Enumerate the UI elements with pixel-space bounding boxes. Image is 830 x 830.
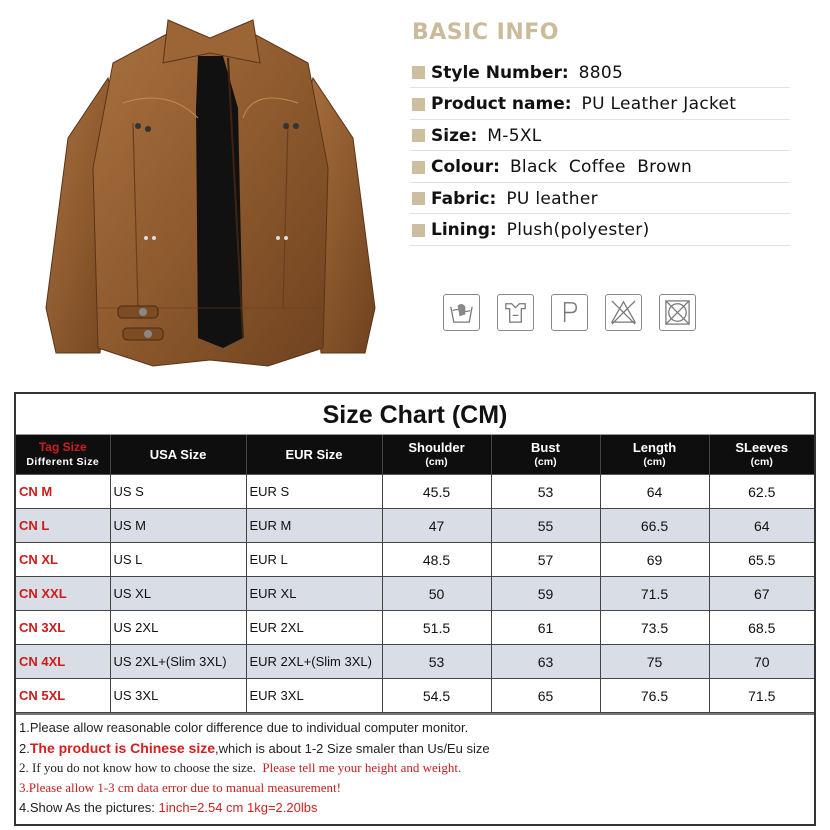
header-shoulder [382,435,491,475]
note-chinese-size-detail: ,which is about 1-2 Size smaler than Us/Eu size [215,741,490,756]
cell-length: 69 [600,543,709,577]
header-tag-size [16,435,110,475]
cell-us-size: US L [110,543,246,577]
info-label: Style Number: [431,62,569,83]
cell-shoulder: 53 [382,645,491,679]
cell-bust: 53 [491,475,600,509]
header-unit: (cm) [425,455,448,468]
header-shoulder-label: Shoulder [408,439,465,455]
cell-cn-size: CN 4XL [16,645,110,679]
bullet-square-icon [412,66,425,79]
cell-sleeves: 71.5 [709,679,814,713]
info-value: 8805 [578,62,624,83]
header-unit: (cm) [534,455,557,468]
cell-eur-size: EUR L [246,543,382,577]
table-row [16,645,814,679]
cell-length: 71.5 [600,577,709,611]
header-eur-size: EUR Size [246,435,382,475]
cell-sleeves: 67 [709,577,814,611]
bullet-square-icon [412,98,425,111]
cell-sleeves: 62.5 [709,475,814,509]
note-measurement-error-text: 3.Please allow 1-3 cm data error due to manual measurement! [19,780,341,795]
cell-shoulder: 47 [382,509,491,543]
size-notes [16,713,814,818]
table-row [16,543,814,577]
cell-bust: 55 [491,509,600,543]
cell-length: 73.5 [600,611,709,645]
info-row-colour [410,153,790,183]
cell-eur-size: EUR 3XL [246,679,382,713]
info-row-fabric [410,184,790,214]
table-row [16,611,814,645]
info-value: Plush(polyester) [506,220,650,240]
header-bust-label: Bust [531,439,560,455]
cell-shoulder: 50 [382,577,491,611]
cell-shoulder: 54.5 [382,679,491,713]
hang-dry-icon [497,294,534,331]
cell-us-size: US S [110,475,246,509]
note-conversion-label: 4.Show As the pictures: [19,800,159,815]
cell-eur-size: EUR 2XL+(Slim 3XL) [246,645,382,679]
do-not-tumble-dry-icon [659,294,696,331]
table-row [16,679,814,713]
size-table [16,435,814,713]
note-choose-size-text: 2. If you do not know how to choose the size. [19,760,263,775]
info-row-style-number [410,58,790,88]
table-row [16,509,814,543]
table-row [16,577,814,611]
cell-length: 76.5 [600,679,709,713]
header-sleeves [709,435,814,475]
note-measurement-error [19,778,814,798]
cell-bust: 57 [491,543,600,577]
table-row [16,475,814,509]
header-tag-size-label: Tag Size [38,439,87,454]
info-label: Fabric: [431,188,497,209]
cell-length: 66.5 [600,509,709,543]
header-length-label: Length [632,439,677,455]
cell-shoulder: 48.5 [382,543,491,577]
cell-bust: 61 [491,611,600,645]
cell-eur-size: EUR M [246,509,382,543]
info-value: M-5XL [487,125,542,146]
header-bust [491,435,600,475]
note-height-weight-highlight: Please tell me your height and weight. [262,760,462,775]
cell-cn-size: CN XXL [16,577,110,611]
cell-cn-size: CN M [16,475,110,509]
cell-us-size: US 2XL [110,611,246,645]
note-choose-size [19,758,814,778]
note-color-difference: 1.Please allow reasonable color difference due to individual computer monitor. [19,720,469,735]
bullet-square-icon [412,224,425,237]
cell-bust: 63 [491,645,600,679]
info-row-product-name [410,90,790,120]
header-unit: (cm) [750,455,773,468]
bullet-square-icon [412,192,425,205]
header-different-size-label: Different Size [26,455,100,468]
cell-cn-size: CN XL [16,543,110,577]
cell-eur-size: EUR S [246,475,382,509]
info-value: PU leather [506,188,598,209]
cell-us-size: US 2XL+(Slim 3XL) [110,645,246,679]
cell-sleeves: 65.5 [709,543,814,577]
cell-eur-size: EUR 2XL [246,611,382,645]
size-table-header-row [16,435,814,475]
cell-us-size: US M [110,509,246,543]
note-chinese-size [19,738,814,758]
info-row-size [410,121,790,151]
bullet-square-icon [412,129,425,142]
cell-cn-size: CN L [16,509,110,543]
bullet-square-icon [412,161,425,174]
cell-sleeves: 70 [709,645,814,679]
cell-length: 64 [600,475,709,509]
basic-info-title: BASIC INFO [412,20,559,45]
cell-length: 75 [600,645,709,679]
cell-bust: 65 [491,679,600,713]
jacket-illustration [38,8,383,376]
cell-bust: 59 [491,577,600,611]
hand-wash-icon [443,294,480,331]
cell-sleeves: 64 [709,509,814,543]
size-chart-title: Size Chart (CM) [16,394,814,435]
cell-shoulder: 51.5 [382,611,491,645]
note-conversion-values: 1inch=2.54 cm 1kg=2.20lbs [158,800,318,815]
info-row-lining [410,216,790,246]
info-label: Lining: [431,220,497,240]
info-value: PU Leather Jacket [581,94,737,114]
header-sleeves-label: SLeeves [735,439,789,455]
cell-cn-size: CN 3XL [16,611,110,645]
cell-cn-size: CN 5XL [16,679,110,713]
header-unit: (cm) [643,455,666,468]
info-label: Product name: [431,94,572,114]
cell-us-size: US XL [110,577,246,611]
dry-clean-p-icon [551,294,588,331]
basic-info-panel [410,18,790,247]
info-value: Black Coffee Brown [509,157,693,177]
do-not-bleach-icon [605,294,642,331]
info-label: Size: [431,125,478,146]
header-usa-size: USA Size [110,435,246,475]
size-chart [14,392,816,826]
cell-sleeves: 68.5 [709,611,814,645]
info-label: Colour: [431,157,500,177]
note-conversion [19,798,814,818]
cell-shoulder: 45.5 [382,475,491,509]
header-length [600,435,709,475]
cell-eur-size: EUR XL [246,577,382,611]
cell-us-size: US 3XL [110,679,246,713]
note-number: 2. [19,741,30,756]
product-image-jacket [38,8,383,376]
note-chinese-size-highlight: The product is Chinese size [29,740,215,756]
care-icons-row [443,294,696,331]
